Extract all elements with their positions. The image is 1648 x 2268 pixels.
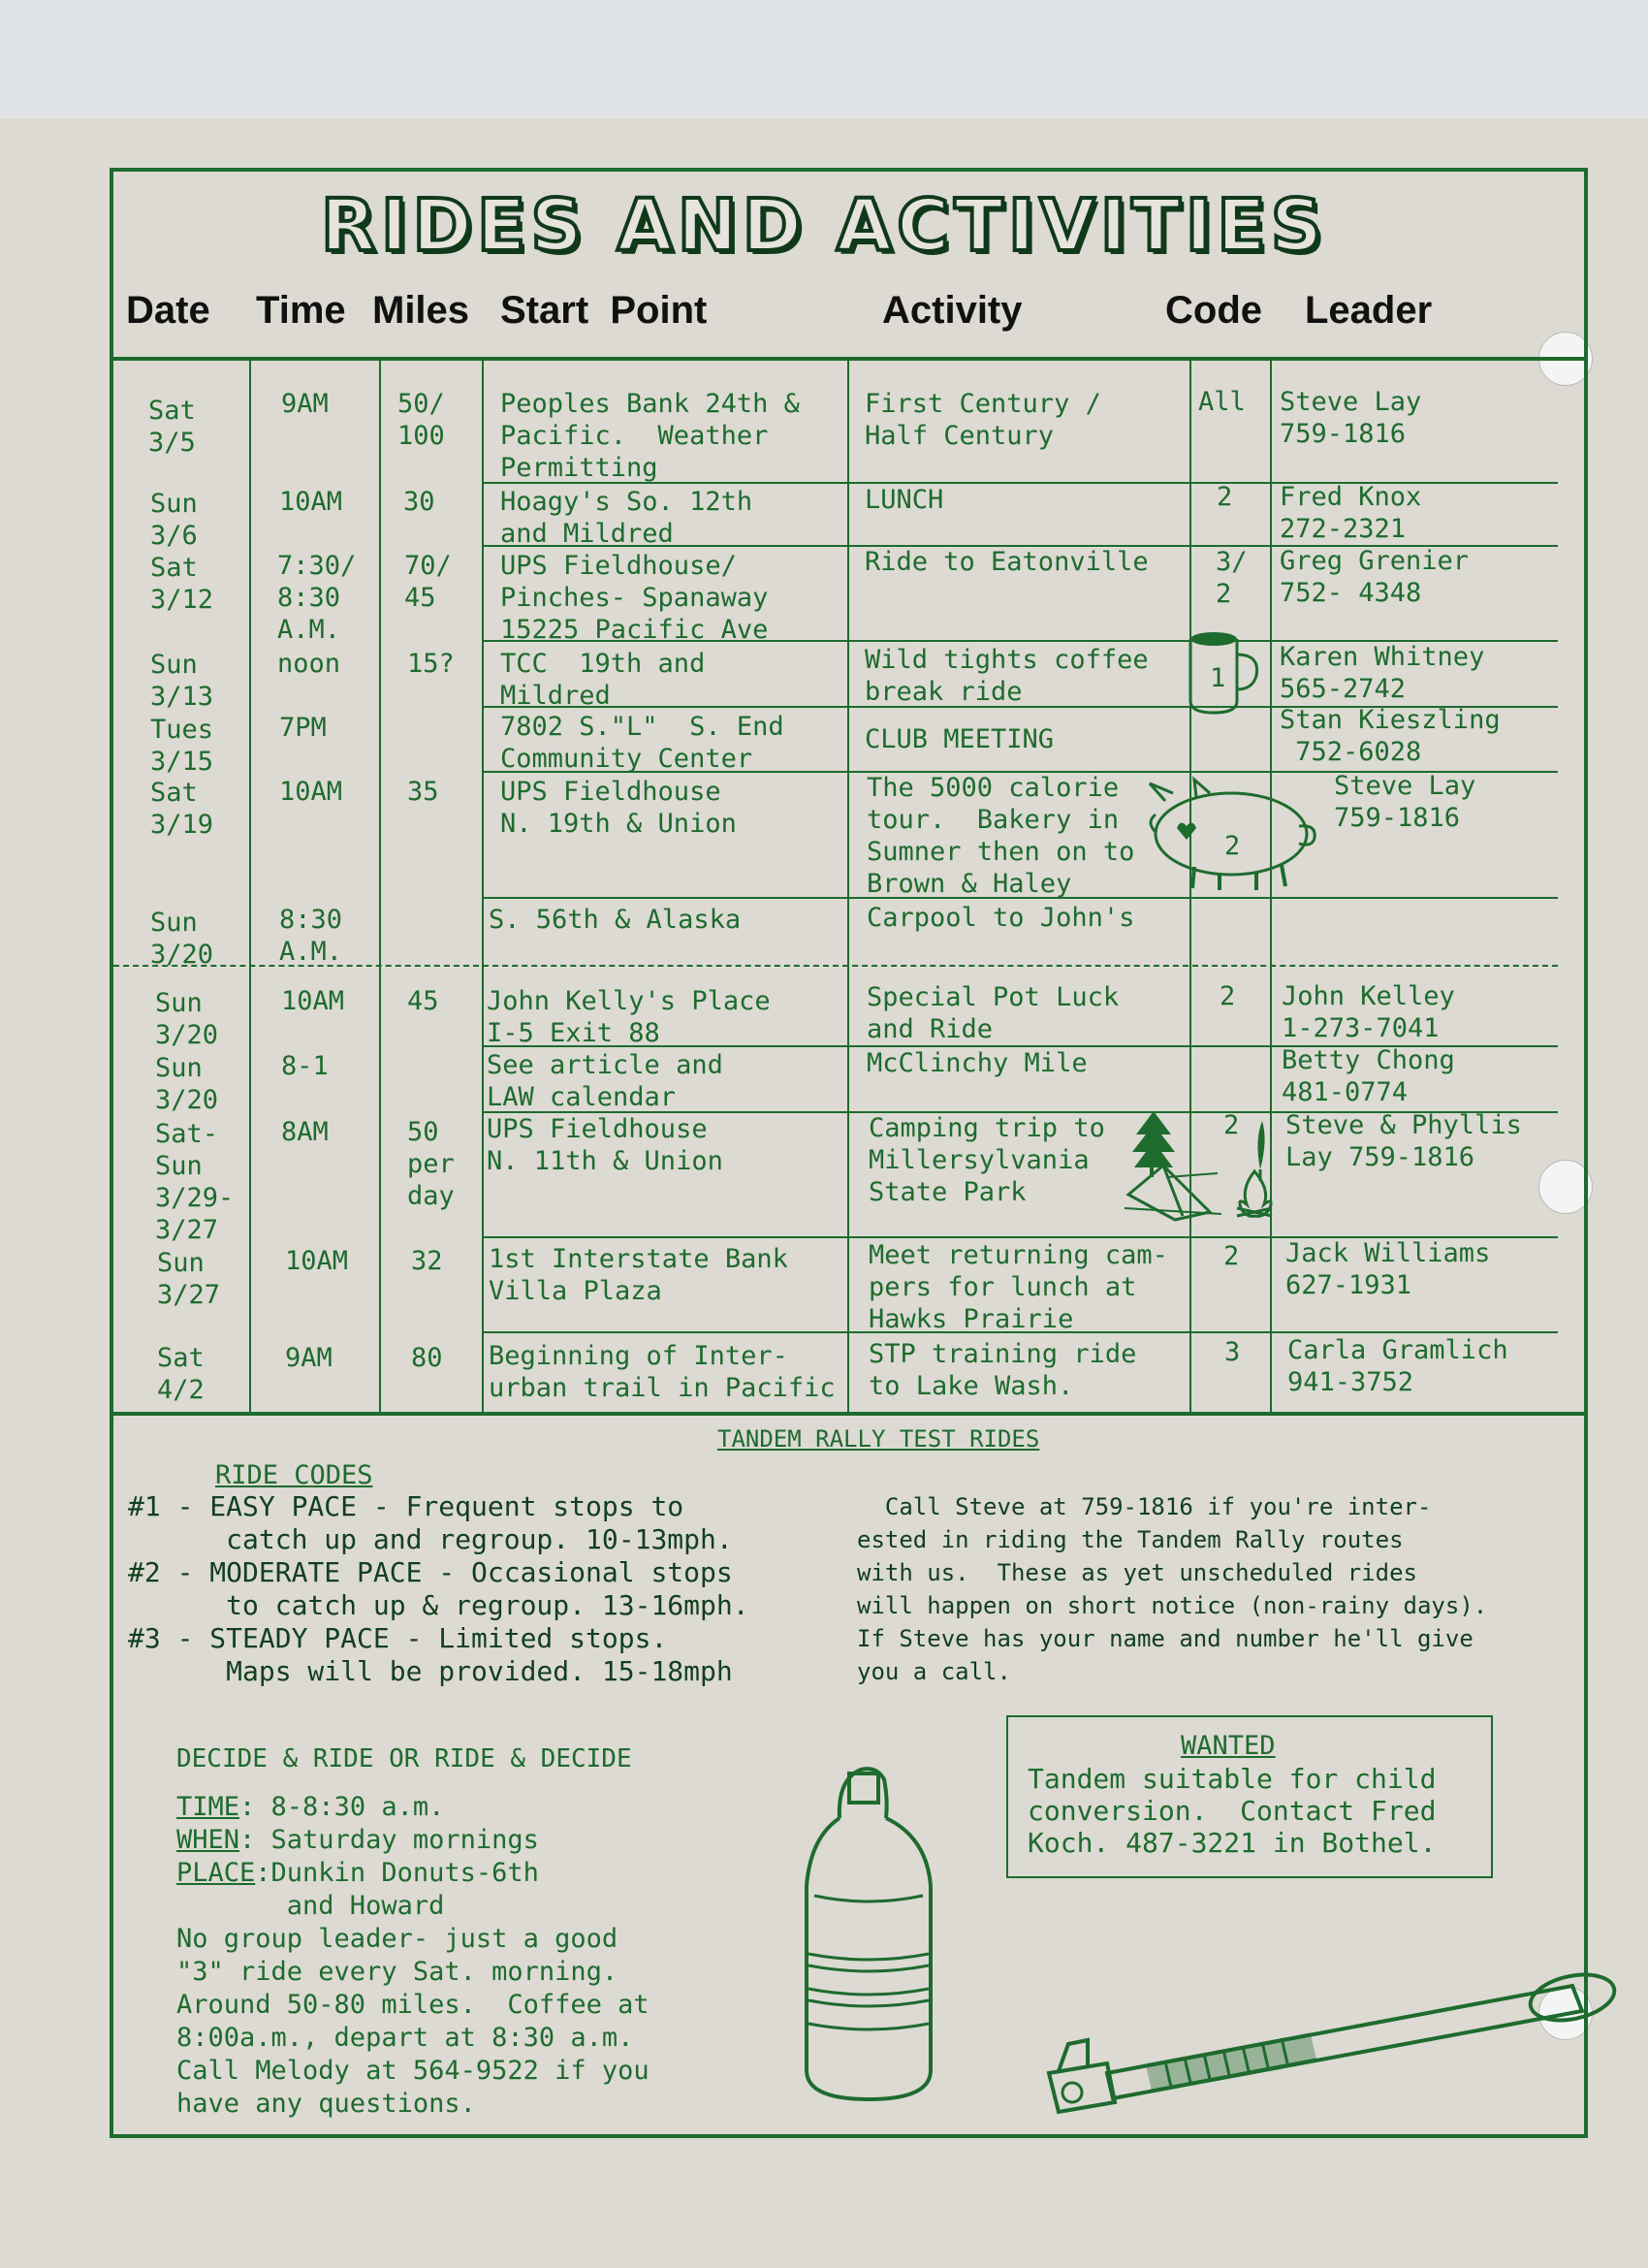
column-header-activity: Activity: [882, 289, 1023, 332]
table-cell-date: Tues 3/15: [150, 715, 214, 777]
table-cell-leader: Steve Lay 759-1816: [1334, 771, 1476, 833]
wanted-body: [1028, 1763, 1436, 1859]
table-cell-time: 9AM: [285, 1343, 333, 1373]
tandem-line: with us. These as yet unscheduled rides: [857, 1559, 1417, 1586]
table-cell-date: Sun 3/20: [155, 1053, 219, 1115]
tandem-line: If Steve has your name and number he'll give: [857, 1625, 1474, 1652]
table-cell-date: Sun 3/20: [150, 908, 214, 970]
column-divider: [249, 361, 251, 1414]
table-cell-activity: CLUB MEETING: [865, 724, 1055, 754]
decide-line: "3" ride every Sat. morning.: [176, 1957, 618, 1987]
table-cell-activity: Carpool to John's: [867, 903, 1135, 933]
table-cell-start: TCC 19th and Mildred: [500, 649, 706, 711]
table-cell-activity: First Century / Half Century: [865, 389, 1101, 451]
decide-line: Around 50-80 miles. Coffee at: [176, 1990, 650, 2020]
tandem-line: ested in riding the Tandem Rally routes: [857, 1526, 1404, 1553]
table-cell-time: 10AM: [279, 777, 343, 807]
table-cell-time: 8AM: [281, 1117, 329, 1147]
table-cell-activity: LUNCH: [865, 485, 944, 515]
decide-details: [176, 1791, 650, 2121]
table-cell-leader: Karen Whitney 565-2742: [1280, 642, 1485, 704]
tandem-line: Call Steve at 759-1816 if you're inter-: [857, 1493, 1432, 1520]
wanted-heading: WANTED: [1181, 1731, 1276, 1761]
table-cell-code: 3: [1224, 1337, 1241, 1367]
decide-line: Call Melody at 564-9522 if you: [176, 2056, 650, 2086]
table-cell-time: 10AM: [281, 986, 345, 1016]
table-cell-start: John Kelly's Place I-5 Exit 88: [487, 986, 771, 1048]
page-title: RIDES AND ACTIVITIES: [320, 184, 1328, 268]
table-cell-leader: Fred Knox 272-2321: [1280, 482, 1422, 544]
table-cell-activity: Wild tights coffee break ride: [865, 645, 1149, 707]
tandem-heading: TANDEM RALLY TEST RIDES: [717, 1425, 1040, 1453]
column-header-miles: Miles: [372, 289, 470, 332]
table-cell-code: 2: [1223, 1110, 1240, 1140]
table-cell-miles: 45: [407, 986, 439, 1016]
table-cell-activity: STP training ride to Lake Wash.: [869, 1339, 1137, 1401]
table-cell-date: Sat 3/12: [150, 553, 214, 615]
table-cell-date: Sun 3/6: [150, 489, 198, 551]
ride-code-line: to catch up & regroup. 13-16mph.: [128, 1589, 749, 1621]
table-cell-code: 1: [1210, 663, 1226, 693]
table-cell-activity: Meet returning cam- pers for lunch at Hawks Prairie: [869, 1240, 1168, 1334]
table-cell-activity: Camping trip to Millersylvania State Park: [869, 1113, 1105, 1207]
pig-icon: [1136, 776, 1320, 892]
table-cell-leader: John Kelley 1-273-7041: [1282, 981, 1455, 1043]
water-bottle-icon: [801, 1760, 936, 2104]
table-cell-code: 2: [1220, 981, 1236, 1011]
table-cell-code: 3/ 2: [1216, 547, 1248, 609]
table-cell-time: 8-1: [281, 1051, 329, 1081]
ride-code-line: Maps will be provided. 15-18mph: [128, 1655, 733, 1687]
table-cell-start: S. 56th & Alaska: [489, 905, 742, 935]
column-header-code: Code: [1165, 289, 1262, 332]
table-cell-leader: Greg Grenier 752- 4348: [1280, 546, 1470, 608]
ride-codes-list: [128, 1490, 749, 1688]
table-cell-miles: 15?: [407, 649, 455, 679]
column-divider: [379, 361, 381, 1414]
table-cell-miles: 32: [411, 1246, 443, 1276]
table-cell-start: Beginning of Inter- urban trail in Pacific: [489, 1341, 836, 1403]
ride-code-line: #2 - MODERATE PACE - Occasional stops: [128, 1556, 733, 1588]
table-cell-activity: The 5000 calorie tour. Bakery in Sumner then on to Brown & Haley: [867, 773, 1135, 899]
table-cell-time: 7PM: [279, 713, 327, 743]
table-cell-activity: Ride to Eatonville: [865, 547, 1149, 577]
table-cell-code: All: [1198, 387, 1246, 417]
table-cell-code: 2: [1224, 831, 1241, 861]
table-cell-miles: 50 per day: [407, 1117, 455, 1211]
decide-when: WHEN: Saturday mornings: [176, 1825, 539, 1855]
campfire-icon: [1233, 1169, 1276, 1218]
ride-code-line: #3 - STEADY PACE - Limited stops.: [128, 1622, 668, 1654]
decide-time: TIME: 8-8:30 a.m.: [176, 1792, 445, 1822]
decide-line: have any questions.: [176, 2089, 476, 2119]
table-cell-date: Sat 4/2: [157, 1343, 205, 1405]
table-cell-miles: 30: [403, 487, 435, 517]
table-cell-time: 8:30 A.M.: [279, 905, 343, 967]
ride-code-line: catch up and regroup. 10-13mph.: [128, 1523, 733, 1555]
table-cell-date: Sun 3/13: [150, 650, 214, 712]
table-cell-date: Sat 3/19: [150, 778, 214, 840]
table-cell-miles: 35: [407, 777, 439, 807]
table-cell-date: Sun 3/20: [155, 988, 219, 1050]
table-cell-start: UPS Fieldhouse N. 11th & Union: [487, 1114, 723, 1176]
table-cell-code: 2: [1223, 1241, 1240, 1271]
table-cell-leader: Steve Lay 759-1816: [1280, 387, 1422, 449]
table-cell-leader: Stan Kieszling 752-6028: [1280, 705, 1501, 767]
table-cell-leader: Jack Williams 627-1931: [1285, 1238, 1491, 1300]
ride-codes-heading: RIDE CODES: [215, 1460, 373, 1490]
table-cell-date: Sat- Sun 3/29- 3/27: [155, 1119, 235, 1245]
table-cell-time: 10AM: [279, 487, 343, 517]
tandem-line: will happen on short notice (non-rainy days).: [857, 1592, 1488, 1619]
table-cell-start: Hoagy's So. 12th and Mildred: [500, 487, 753, 549]
wanted-line: Koch. 487-3221 in Bothel.: [1028, 1827, 1437, 1859]
table-cell-time: noon: [277, 649, 341, 679]
table-cell-date: Sat 3/5: [148, 396, 196, 458]
table-cell-start: See article and LAW calendar: [487, 1050, 723, 1112]
decide-place-cont: and Howard: [176, 1891, 445, 1921]
decide-place: PLACE:Dunkin Donuts-6th: [176, 1858, 539, 1888]
table-cell-leader: Carla Gramlich 941-3752: [1287, 1335, 1508, 1397]
tandem-line: you a call.: [857, 1658, 1011, 1685]
column-divider: [482, 361, 484, 1414]
wanted-line: conversion. Contact Fred: [1028, 1795, 1437, 1827]
table-cell-activity: McClinchy Mile: [867, 1048, 1088, 1078]
wanted-line: Tandem suitable for child: [1028, 1763, 1437, 1795]
table-cell-time: 10AM: [285, 1246, 349, 1276]
table-cell-leader: Betty Chong 481-0774: [1282, 1045, 1455, 1107]
table-cell-start: 7802 S."L" S. End Community Center: [500, 712, 784, 774]
decide-line: No group leader- just a good: [176, 1924, 618, 1954]
column-header-leader: Leader: [1305, 289, 1433, 332]
column-header-date: Date: [126, 289, 210, 332]
tandem-body: [857, 1490, 1487, 1688]
table-cell-start: UPS Fieldhouse/ Pinches- Spanaway 15225 Pacific Ave: [500, 551, 769, 645]
decide-line: 8:00a.m., depart at 8:30 a.m.: [176, 2023, 634, 2053]
table-cell-date: Sun 3/27: [157, 1248, 221, 1310]
table-cell-time: 9AM: [281, 389, 329, 419]
ride-code-line: #1 - EASY PACE - Frequent stops to: [128, 1490, 684, 1522]
table-cell-miles: 70/ 45: [404, 551, 452, 613]
column-divider: [847, 361, 849, 1414]
table-cell-leader: Steve & Phyllis Lay 759-1816: [1285, 1110, 1522, 1172]
decide-heading: DECIDE & RIDE OR RIDE & DECIDE: [176, 1744, 632, 1773]
table-cell-miles: 50/ 100: [397, 389, 445, 451]
coffee-mug-icon: [1185, 625, 1272, 715]
bicycle-pump-icon: [1030, 1957, 1640, 2117]
table-cell-code: 2: [1217, 482, 1233, 512]
table-cell-time: 7:30/ 8:30 A.M.: [277, 551, 357, 645]
table-cell-activity: Special Pot Luck and Ride: [867, 982, 1120, 1044]
column-header-time: Time: [256, 289, 346, 332]
column-header-start-point: Start Point: [500, 289, 708, 332]
table-cell-start: 1st Interstate Bank Villa Plaza: [489, 1244, 788, 1306]
table-cell-start: UPS Fieldhouse N. 19th & Union: [500, 777, 737, 839]
table-cell-miles: 80: [411, 1343, 443, 1373]
table-cell-start: Peoples Bank 24th & Pacific. Weather Permitting: [500, 389, 800, 483]
